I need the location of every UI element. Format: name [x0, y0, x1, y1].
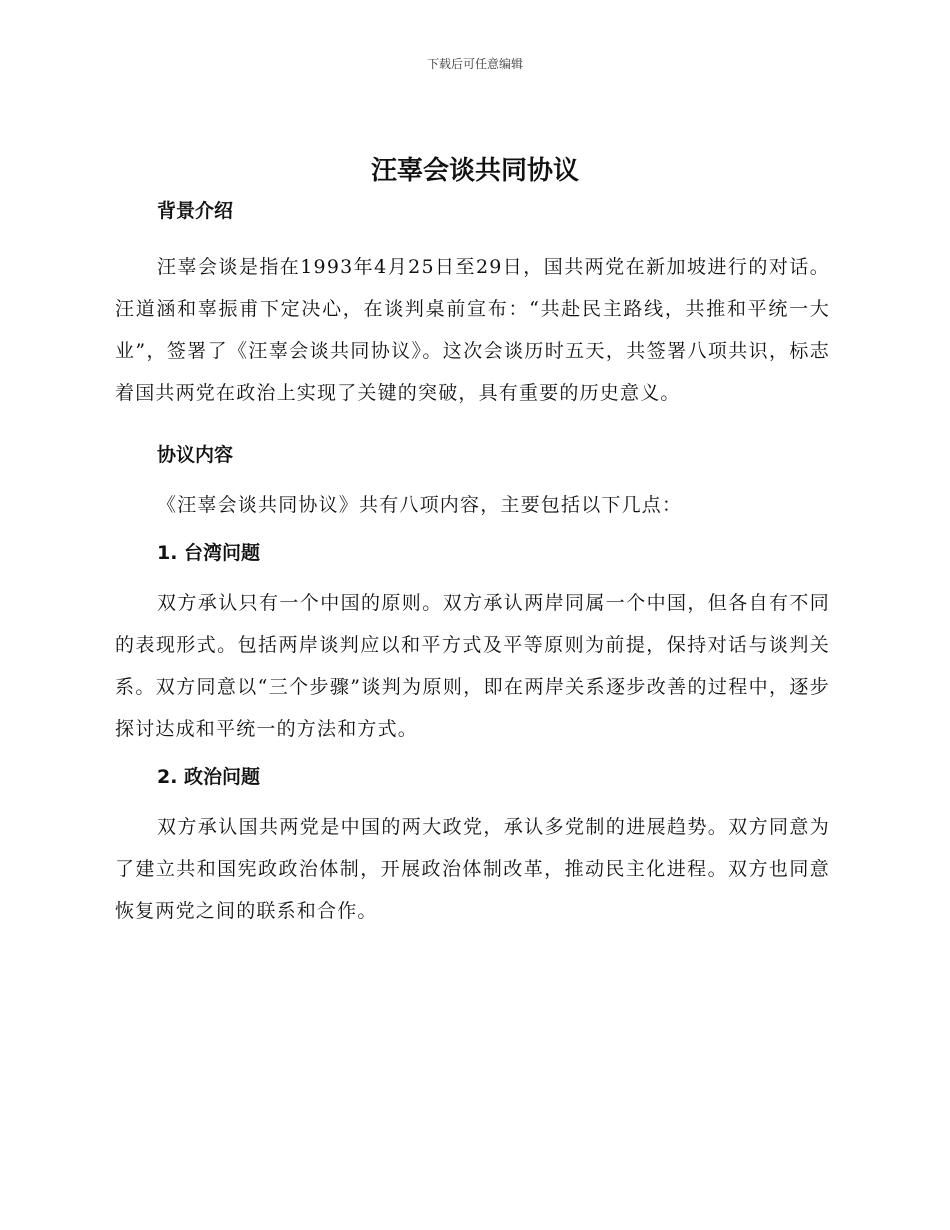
- document-body: [115, 196, 830, 932]
- section-heading-agreement: 协议内容: [157, 444, 234, 466]
- section-paragraph-taiwan: 双方承认只有一个中国的原则。双方承认两岸同属一个中国，但各自有不同的表现形式。包括两岸谈判应以和平方式及平等原则为前提，保持对话与谈判关系。双方同意以“三个步骤”谈判为原则，即在两岸关系逐步改善的过程中，逐步探讨达成和平统一的方法和方式。: [115, 592, 830, 740]
- page-header-note: 下载后可任意编辑: [426, 57, 523, 71]
- section-heading-taiwan: 1. 台湾问题: [157, 542, 261, 564]
- section-heading-politics: 2. 政治问题: [157, 766, 261, 788]
- section-heading-background: 背景介绍: [157, 200, 234, 222]
- section-paragraph-politics: 双方承认国共两党是中国的两大政党，承认多党制的进展趋势。双方同意为了建立共和国宪政政治体制，开展政治体制改革，推动民主化进程。双方也同意恢复两党之间的联系和合作。: [115, 816, 830, 922]
- document-title: 汪辜会谈共同协议: [370, 156, 579, 186]
- section-paragraph-background: 汪辜会谈是指在1993年4月25日至29日，国共两党在新加坡进行的对话。汪道涵和辜振甫下定决心，在谈判桌前宣布：“共赴民主路线，共推和平统一大业”，签署了《汪辜会谈共同协议》。这次会谈历时五天，共签署八项共识，标志着国共两党在政治上实现了关键的突破，具有重要的历史意义。: [115, 256, 830, 404]
- section-paragraph-agreement: 《汪辜会谈共同协议》共有八项内容，主要包括以下几点：: [157, 494, 683, 516]
